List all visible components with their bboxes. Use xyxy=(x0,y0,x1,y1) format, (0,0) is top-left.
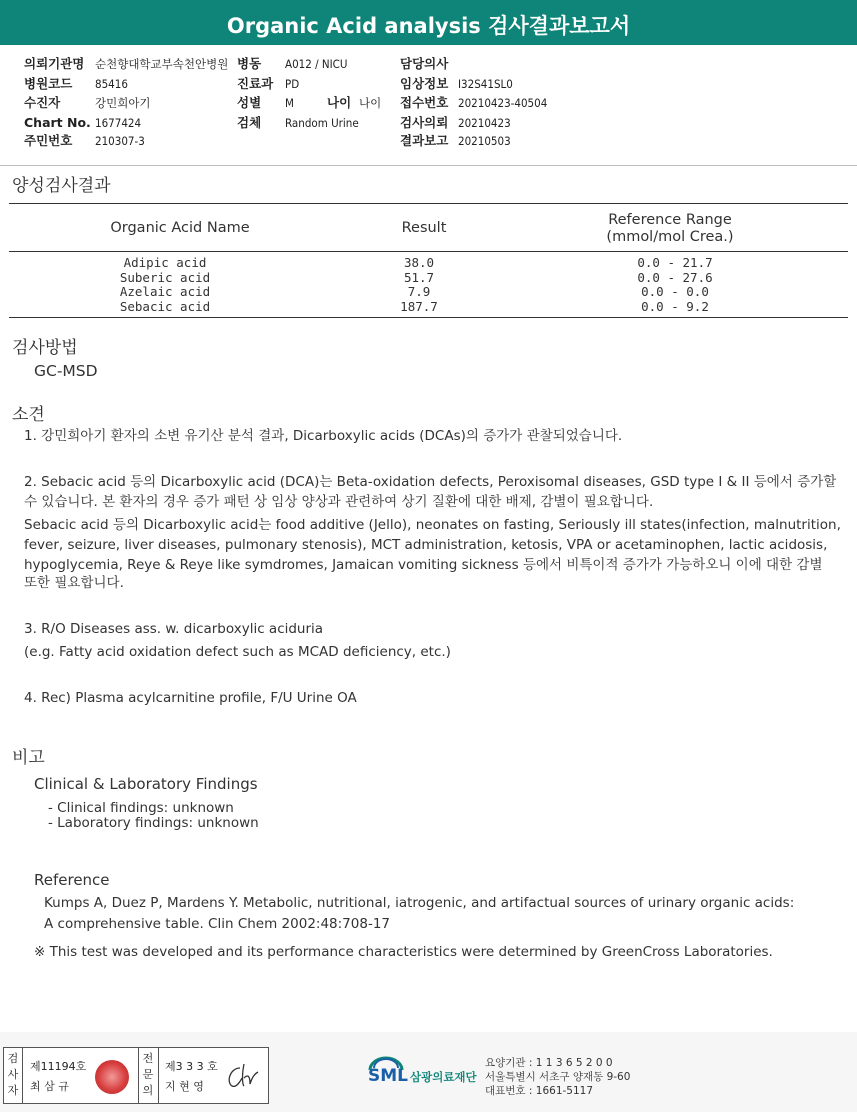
finding-paragraph-2-line-2: 수 있습니다. 본 환자의 경우 증가 패턴 상 임상 양상과 관련하여 상기 질환에 대한 배제, 감별이 필요합니다. xyxy=(24,494,654,510)
reference-cell: 0.0 - 0.0 xyxy=(641,284,709,299)
col-header-reference-unit: (mmol/mol Crea.) xyxy=(606,229,734,245)
chart-no-label: Chart No. xyxy=(24,115,91,130)
acid-name-cell: Adipic acid xyxy=(123,255,207,270)
col-header-result: Result xyxy=(401,220,447,236)
report-date-label: 결과보고 xyxy=(400,133,449,148)
finding-paragraph-5: 4. Rec) Plasma acylcarnitine profile, F/U Urine OA xyxy=(24,690,357,706)
acid-name-cell: Suberic acid xyxy=(119,269,211,285)
method-heading: 검사방법 xyxy=(12,338,78,358)
remarks-heading: 비고 xyxy=(12,748,45,768)
reference-cell: 0.0 - 27.6 xyxy=(637,269,713,285)
col-header-acid-name: Organic Acid Name xyxy=(110,220,250,236)
ward-label: 병동 xyxy=(237,56,262,71)
accession-no-label: 접수번호 xyxy=(400,95,449,110)
requesting-org-label: 의뢰기관명 xyxy=(24,56,85,71)
report-title: Organic Acid analysis 검사결과보고서 xyxy=(226,14,631,38)
resident-no-value: 210307-3 xyxy=(95,134,145,148)
examiner-name: 최 삼 규 xyxy=(30,1080,69,1093)
signature-stamp-box xyxy=(3,1047,269,1104)
finding-paragraph-1: 1. 강민희아기 환자의 소변 유기산 분석 결과, Dicarboxylic acids (DCAs)의 증가가 관찰되었습니다. xyxy=(24,428,623,444)
header-divider xyxy=(0,165,857,166)
finding-paragraph-3-line-1: Sebacic acid 등의 Dicarboxylic acid는 food additive (Jello), neonates on fasting, Seriously ill states(infection, malnutrition, xyxy=(24,517,841,533)
resident-no-label: 주민번호 xyxy=(24,133,73,148)
specialist-name: 지 현 영 xyxy=(165,1080,204,1093)
hospital-code-value: 85416 xyxy=(95,77,128,91)
clinical-info-value: I32S41SL0 xyxy=(458,77,513,91)
clinical-findings-heading: Clinical & Laboratory Findings xyxy=(34,775,258,793)
specimen-label: 검체 xyxy=(237,115,262,130)
clinical-info-label: 임상정보 xyxy=(400,76,449,91)
table-top-rule xyxy=(9,203,848,204)
report-title-bar xyxy=(0,0,857,45)
acid-name-cell: Sebacic acid xyxy=(119,298,211,314)
finding-paragraph-3-line-3: hypoglycemia, Reye & Reye like symdromes, Jamaican vomiting sickness 등에서 비특이적 증가가 가능하오니 이에 대한 감별 xyxy=(24,557,823,573)
specimen-value: Random Urine xyxy=(285,116,359,130)
specialist-label: 전문의 xyxy=(142,1052,154,1097)
reference-cell: 0.0 - 21.7 xyxy=(637,255,713,270)
stamp-divider xyxy=(158,1048,159,1103)
sex-label: 성별 xyxy=(237,95,262,110)
reference-line-2: A comprehensive table. Clin Chem 2002:48:708-17 xyxy=(44,916,391,932)
red-seal-stamp xyxy=(95,1060,129,1094)
clinical-findings-item: - Clinical findings: unknown xyxy=(48,800,234,816)
col-header-reference-range: Reference Range xyxy=(608,212,732,228)
ward-value: A012 / NICU xyxy=(285,57,348,71)
institution-phone: 대표번호 : 1661-5117 xyxy=(485,1085,594,1097)
finding-paragraph-2-line-1: 2. Sebacic acid 등의 Dicarboxylic acid (DCA)는 Beta-oxidation defects, Peroxisomal diseases, GSD type I & II 등에서 증가할 xyxy=(24,474,837,490)
table-header-rule xyxy=(9,251,848,252)
accession-no-value: 20210423-40504 xyxy=(458,96,548,110)
method-value: GC-MSD xyxy=(34,362,98,380)
handwritten-signature xyxy=(222,1060,262,1092)
sml-logo-text: SML xyxy=(368,1066,408,1086)
institution-address: 서울특별시 서초구 양재동 9-60 xyxy=(485,1071,631,1083)
chart-no-value: 1677424 xyxy=(95,116,142,130)
age-value: 나이 xyxy=(359,96,382,110)
sex-value: M xyxy=(285,96,294,110)
result-cell: 7.9 xyxy=(407,284,431,299)
patient-label: 수진자 xyxy=(24,95,61,110)
organization-name: 삼광의료재단 xyxy=(410,1070,477,1084)
result-cell: 51.7 xyxy=(403,269,435,285)
request-date-value: 20210423 xyxy=(458,116,511,130)
institution-code: 요양기관 : 1 1 3 6 5 2 0 0 xyxy=(485,1057,613,1069)
finding-paragraph-4-line-1: 3. R/O Diseases ass. w. dicarboxylic aciduria xyxy=(24,621,324,637)
requesting-org-value: 순천향대학교부속천안병원 xyxy=(95,57,229,71)
result-cell: 38.0 xyxy=(403,255,435,270)
specialist-license-no: 제3 3 3 호 xyxy=(165,1060,218,1073)
examiner-license-no: 제11194호 xyxy=(30,1060,87,1073)
table-bottom-rule xyxy=(9,317,848,318)
report-date-value: 20210503 xyxy=(458,134,511,148)
findings-heading: 소견 xyxy=(12,405,45,425)
physician-label: 담당의사 xyxy=(400,56,449,71)
reference-heading: Reference xyxy=(34,871,110,889)
laboratory-findings-item: - Laboratory findings: unknown xyxy=(48,815,259,831)
finding-paragraph-4-line-2: (e.g. Fatty acid oxidation defect such as MCAD deficiency, etc.) xyxy=(24,644,451,660)
reference-line-1: Kumps A, Duez P, Mardens Y. Metabolic, nutritional, iatrogenic, and artifactual sources of urinary organic acids: xyxy=(44,895,795,911)
request-date-label: 검사의뢰 xyxy=(400,115,449,130)
examiner-label: 검사자 xyxy=(7,1052,19,1097)
stamp-divider xyxy=(138,1048,139,1103)
test-development-note: ※ This test was developed and its performance characteristics were determined by GreenCross Laboratories. xyxy=(34,944,773,960)
positive-results-heading: 양성검사결과 xyxy=(12,176,111,196)
patient-value: 강민희아기 xyxy=(95,96,151,110)
reference-cell: 0.0 - 9.2 xyxy=(641,298,709,314)
department-value: PD xyxy=(285,77,300,91)
result-cell: 187.7 xyxy=(400,298,438,314)
finding-paragraph-3-line-4: 또한 필요합니다. xyxy=(24,575,124,591)
finding-paragraph-3-line-2: fever, seizure, liver diseases, pulmonary stenosis), MCT administration, ketosis, VPA or acetaminophen, lactic acidosis, xyxy=(24,537,828,553)
age-label: 나이 xyxy=(327,95,352,110)
department-label: 진료과 xyxy=(237,76,274,91)
stamp-divider xyxy=(22,1048,23,1103)
hospital-code-label: 병원코드 xyxy=(24,76,73,91)
acid-name-cell: Azelaic acid xyxy=(119,284,211,299)
